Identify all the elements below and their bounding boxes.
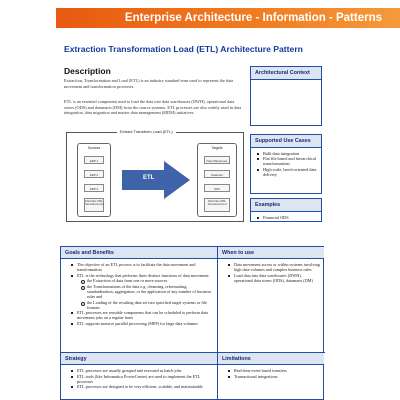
goals-item: ETL processes are reusable components that can be scheduled to perform data movement jobs on a regular basis (71, 310, 213, 320)
document-title: Extraction Transformation Load (ETL) Architecture Pattern (64, 44, 303, 54)
target-item: Datamart (204, 170, 230, 178)
architectural-context-heading: Architectural Context (251, 67, 321, 80)
description-heading: Description (64, 66, 111, 76)
goals-item: ETL supports massive parallel processing (MPP) for large data volumes (71, 321, 213, 326)
limitation-item: Real-time event based transfers (228, 368, 320, 373)
source-item: ERP 2 (84, 170, 104, 178)
sources-column (77, 143, 111, 217)
examples-panel (250, 198, 322, 222)
target-item: Data Warehouse (204, 156, 230, 164)
strategy-body (61, 366, 217, 390)
supported-use-cases-heading: Supported Use Cases (251, 135, 321, 148)
goals-heading: Goals and Benefits (61, 247, 217, 259)
goals-subitem: the Loading of the resulting data set into specified target systems or file formats (71, 300, 213, 310)
targets-column (197, 143, 237, 217)
source-item: Flat Files XML Semistructured (84, 198, 104, 212)
target-item: ODS (204, 184, 230, 192)
targets-label: Targets (211, 146, 223, 150)
strategy-item: ETL processes are designed to be very efficient, scalable, and maintainable (71, 384, 213, 389)
description-paragraph-2: ETL is an essential component used to load the data into data warehouses (DWH), operational data stores (ODS) and datamarts (DM) from the source systems. ETL processes are also widely used in data integration, data migration and master data management (MDM) initiatives. (64, 99, 242, 116)
source-item: ERP 3 (84, 184, 104, 192)
goals-body (61, 260, 217, 327)
goals-item: The objective of an ETL process is to facilitate the data movement and transformation (71, 262, 213, 272)
use-case-item: Flat file based and hierarchical transformations (257, 156, 317, 166)
when-to-use-item: Data movement across or within systems involving high data volumes and complex business rules (228, 262, 320, 272)
source-item: ERP 1 (84, 156, 104, 164)
supported-use-cases-panel (250, 134, 322, 194)
etl-label: ETL (143, 175, 155, 181)
etl-arrow-icon (122, 161, 190, 199)
use-case-item: Bulk data integration (257, 151, 317, 156)
pattern-details-grid (60, 246, 324, 400)
examples-heading: Examples (251, 199, 321, 212)
goals-subitem: the Extraction of data from one or more sources (71, 278, 213, 283)
when-to-use-body (218, 260, 324, 283)
banner-title: Enterprise Architecture - Information - Patterns (124, 12, 382, 24)
when-to-use-heading: When to use (218, 247, 324, 259)
limitation-item: Transactional integrations (228, 374, 320, 379)
limitations-body (218, 366, 324, 379)
etl-diagram (66, 129, 244, 222)
strategy-item: ETL processes are usually grouped and executed as batch jobs (71, 368, 213, 373)
goals-subitem: the Transformations of the data e.g. cleansing, reformatting, standardization, aggregation, or the application of any number of business rules and (71, 284, 213, 299)
strategy-heading: Strategy (61, 353, 217, 365)
when-to-use-item: Load data into data warehouses (DWH), operational data stores (ODS), datamarts (DM) (228, 273, 320, 283)
description-paragraph-1: Extraction, Transformation and Load (ETL) is an industry standard term used to represent the data movement and transformation processes. (64, 78, 234, 89)
strategy-item: ETL tools (like Informatica PowerCenter) are used to implement the ETL processes (71, 374, 213, 384)
page-banner (56, 8, 400, 28)
sources-label: Sources (87, 146, 101, 150)
goals-item: ETL is the technology that performs three distinct functions of data movement: (71, 273, 213, 278)
diagram-title: Extract Transform Load (ETL) (117, 129, 176, 134)
target-item: Flat Files XML Semistructured (204, 198, 230, 212)
limitations-heading: Limitations (218, 353, 324, 365)
use-case-item: High scale, batch-oriented data delivery (257, 167, 317, 177)
example-item: Financial ODS (257, 215, 317, 220)
architectural-context-panel (250, 66, 322, 126)
